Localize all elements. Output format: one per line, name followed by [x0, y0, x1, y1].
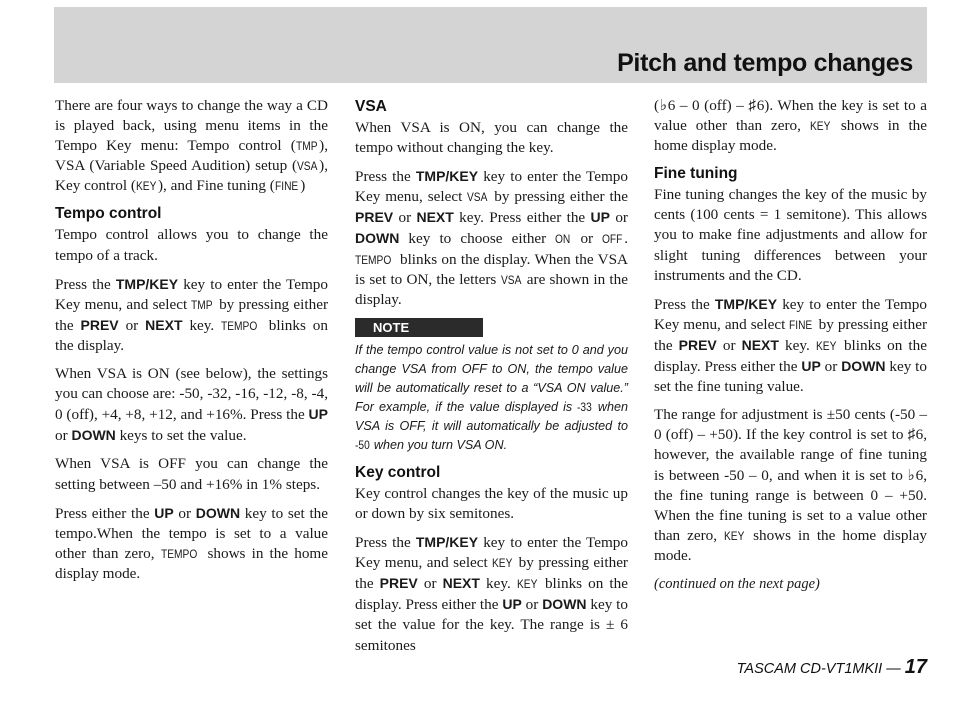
intro-paragraph: There are four ways to change the way a CD is played back, using menu items in the Tempo Key menu: Tempo control (TMP ), VSA (Variable Speed Audition) setup (VSA ), Key control (KEY ), and Fine tuning (FINE ) — [55, 97, 328, 195]
fine-paragraph-3: The range for adjustment is ±50 cents (-50 – 0 (off) – +50). If the key control is set to ♯6, however, the available range of fine tuning is between -50 – 0, and when it is set to ♭6, the fine tuning range is between 0 – +50. When the fine tuning is set to a value other than zero, KEY shows in the home display mode. — [654, 406, 927, 564]
vsa-heading: VSA — [355, 98, 387, 115]
tempo-paragraph-1: Tempo control allows you to change the tempo of a track. — [55, 226, 328, 264]
tempo-paragraph-5: Press either the UP or DOWN key to set the tempo.When the tempo is set to a value other than zero, TEMPO shows in the home display mode. — [55, 504, 328, 582]
note-text: If the tempo control value is not set to 0 and you change VSA from OFF to ON, the tempo value will be automatically reset to a “VSA ON value.” For example, if the value displayed is -33 when VSA is OFF, it will automatically be adjusted to -50 when you turn VSA ON. — [355, 342, 629, 452]
page-footer — [737, 656, 927, 679]
fine-paragraph-1: Fine tuning changes the key of the music by cents (100 cents = 1 semitone). This allows you to make fine adjustments and allow for slight tuning differences between your instruments and the CD. — [654, 186, 927, 284]
key-control-heading: Key control — [355, 463, 441, 481]
column-2 — [355, 96, 628, 664]
key-paragraph-2: Press the TMP/KEY key to enter the Tempo Key menu, and select KEY by pressing either the PREV or NEXT key. KEY blinks on the display. Press either the UP or DOWN key to set the value for the key. The range is ± 6 semitones — [355, 534, 628, 654]
page-title: Pitch and tempo changes — [617, 49, 913, 77]
key-continued-paragraph: (♭6 – 0 (off) – ♯6). When the key is set to a value other than zero, KEY shows in the home display mode. — [654, 97, 927, 155]
page-header — [54, 7, 927, 83]
key-paragraph-1: Key control changes the key of the music up or down by six semitones. — [355, 484, 628, 522]
footer-model: TASCAM CD-VT1MKII — — [736, 661, 905, 677]
fine-paragraph-2: Press the TMP/KEY key to enter the Tempo Key menu, and select FINE by pressing either the PREV or NEXT key. KEY blinks on the display. Press either the UP or DOWN key to set the fine tuning value. — [654, 295, 928, 396]
column-3 — [654, 96, 927, 602]
tempo-paragraph-4: When VSA is OFF you can change the setting between –50 and +16% in 1% steps. — [55, 455, 328, 493]
tempo-control-heading: Tempo control — [55, 205, 162, 223]
fine-tuning-heading: Fine tuning — [654, 165, 738, 183]
continued-note: (continued on the next page) — [654, 575, 820, 592]
tempo-paragraph-2: Press the TMP/KEY key to enter the Tempo Key menu, and select TMP by pressing either the PREV or NEXT key. TEMPO blinks on the display. — [55, 275, 329, 354]
column-1 — [55, 96, 328, 592]
note-label: NOTE — [355, 318, 483, 337]
tempo-paragraph-3: When VSA is ON (see below), the settings you can choose are: -50, -32, -16, -12, -8, -4, 0 (off), +4, +8, +12, and +16%. Press the UP or DOWN keys to set the value. — [55, 365, 328, 445]
vsa-paragraph-1: When VSA is ON, you can change the tempo without changing the key. — [355, 119, 628, 157]
vsa-paragraph-2: Press the TMP/KEY key to enter the Tempo Key menu, select VSA by pressing either the PREV or NEXT key. Press either the UP or DOWN key to choose either ON or OFF . TEMPO blinks on the display. When the VSA is set to ON, the letters VSA are shown in the display. — [355, 168, 629, 308]
page-number: 17 — [904, 656, 927, 678]
